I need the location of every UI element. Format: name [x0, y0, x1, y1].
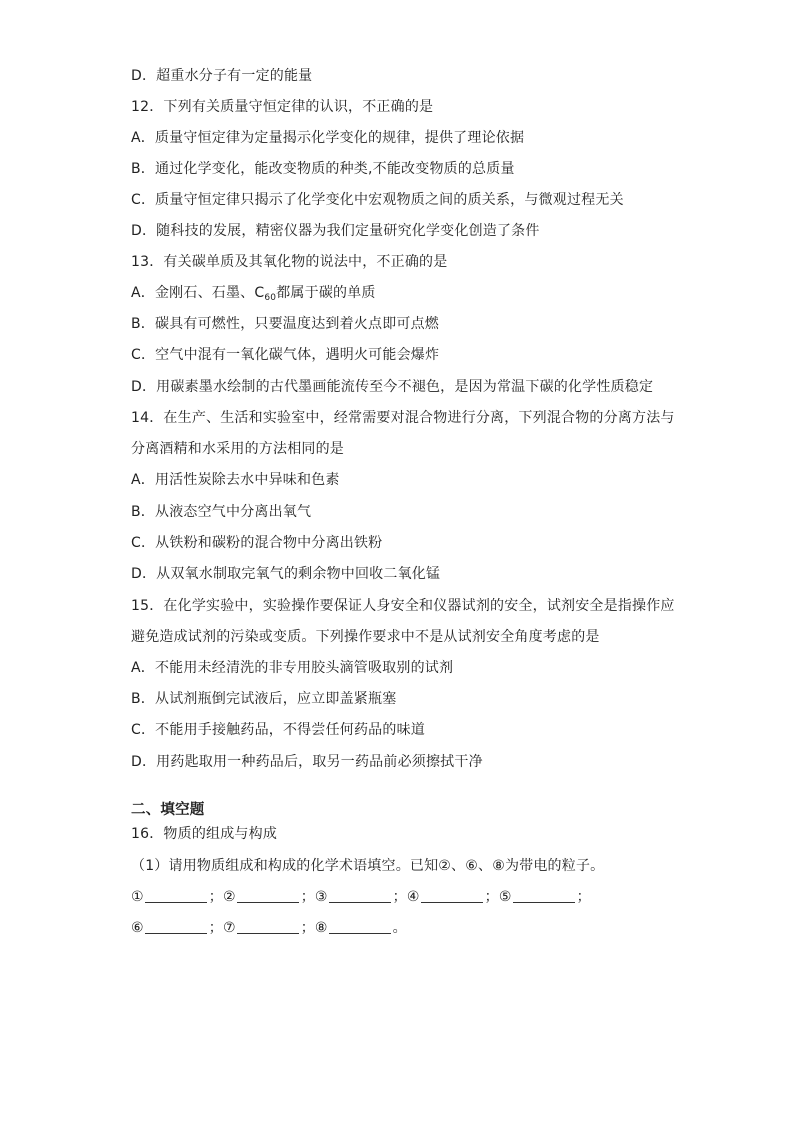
answer-blank-2[interactable] [237, 888, 299, 903]
q15-stem-line2: 避免造成试剂的污染或变质。下列操作要求中不是从试剂安全角度考虑的是 [131, 629, 600, 645]
blank-row-1 [131, 887, 591, 907]
answer-blank-4[interactable] [421, 888, 483, 903]
q14-stem-line1: 14．在生产、生活和实验室中，经常需要对混合物进行分离，下列混合物的分离方法与 [131, 410, 675, 426]
blank-label: ① [131, 889, 144, 905]
blank-label: ；④ [392, 889, 420, 905]
q16-title: 16．物质的组成与构成 [131, 826, 278, 842]
section-title: 二、填空题 [131, 802, 205, 818]
q12-option-c: C．质量守恒定律只揭示了化学变化中宏观物质之间的质关系，与微观过程无关 [131, 192, 624, 208]
q15-option-d: D．用药匙取用一种药品后，取另一药品前必须擦拭干净 [131, 754, 483, 770]
blank-label: ；⑤ [484, 889, 512, 905]
q12-stem: 12．下列有关质量守恒定律的认识，不正确的是 [131, 99, 434, 115]
blank-label: ； [576, 889, 591, 905]
answer-blank-3[interactable] [329, 888, 391, 903]
q13-option-c: C．空气中混有一氧化碳气体，遇明火可能会爆炸 [131, 347, 440, 363]
answer-blank-6[interactable] [145, 919, 207, 934]
q16-instruction: （1）请用物质组成和构成的化学术语填空。已知②、⑥、⑧为带电的粒子。 [131, 858, 605, 874]
answer-blank-5[interactable] [513, 888, 575, 903]
answer-blank-8[interactable] [329, 919, 391, 934]
blank-label: ；⑦ [208, 920, 236, 936]
q15-option-a: A．不能用未经清洗的非专用胶头滴管吸取别的试剂 [131, 660, 454, 676]
c60-subscript: 60 [264, 293, 277, 303]
q13-option-a-post: 都属于碳的单质 [276, 285, 376, 301]
q15-option-b: B．从试剂瓶倒完试液后，应立即盖紧瓶塞 [131, 691, 397, 707]
blank-label: ⑥ [131, 920, 144, 936]
q13-stem: 13．有关碳单质及其氧化物的说法中，不正确的是 [131, 254, 448, 270]
blank-label: ；③ [300, 889, 328, 905]
q11-option-d: D．超重水分子有一定的能量 [131, 68, 313, 84]
q14-option-a: A．用活性炭除去水中异味和色素 [131, 472, 340, 488]
q14-option-d: D．从双氧水制取完氧气的剩余物中回收二氧化锰 [131, 566, 441, 582]
q12-option-d: D．随科技的发展，精密仪器为我们定量研究化学变化创造了条件 [131, 223, 540, 239]
q12-option-a: A．质量守恒定律为定量揭示化学变化的规律，提供了理论依据 [131, 130, 525, 146]
q14-option-c: C．从铁粉和碳粉的混合物中分离出铁粉 [131, 535, 383, 551]
q13-option-a-pre: A．金刚石、石墨、C [131, 285, 265, 301]
blank-label: ；② [208, 889, 236, 905]
q13-option-d: D．用碳素墨水绘制的古代墨画能流传至今不褪色，是因为常温下碳的化学性质稳定 [131, 379, 654, 395]
answer-blank-7[interactable] [237, 919, 299, 934]
answer-blank-1[interactable] [145, 888, 207, 903]
q15-stem-line1: 15．在化学实验中，实验操作要保证人身安全和仪器试剂的安全，试剂安全是指操作应 [131, 598, 675, 614]
blank-row-2 [131, 918, 407, 938]
q12-option-b: B．通过化学变化，能改变物质的种类,不能改变物质的总质量 [131, 161, 515, 177]
q14-stem-line2: 分离酒精和水采用的方法相同的是 [131, 441, 344, 457]
q15-option-c: C．不能用手接触药品，不得尝任何药品的味道 [131, 722, 425, 738]
q14-option-b: B．从液态空气中分离出氧气 [131, 504, 312, 520]
blank-label: 。 [392, 920, 407, 936]
blank-label: ；⑧ [300, 920, 328, 936]
q13-option-a [131, 283, 376, 308]
q13-option-b: B．碳具有可燃性，只要温度达到着火点即可点燃 [131, 316, 440, 332]
